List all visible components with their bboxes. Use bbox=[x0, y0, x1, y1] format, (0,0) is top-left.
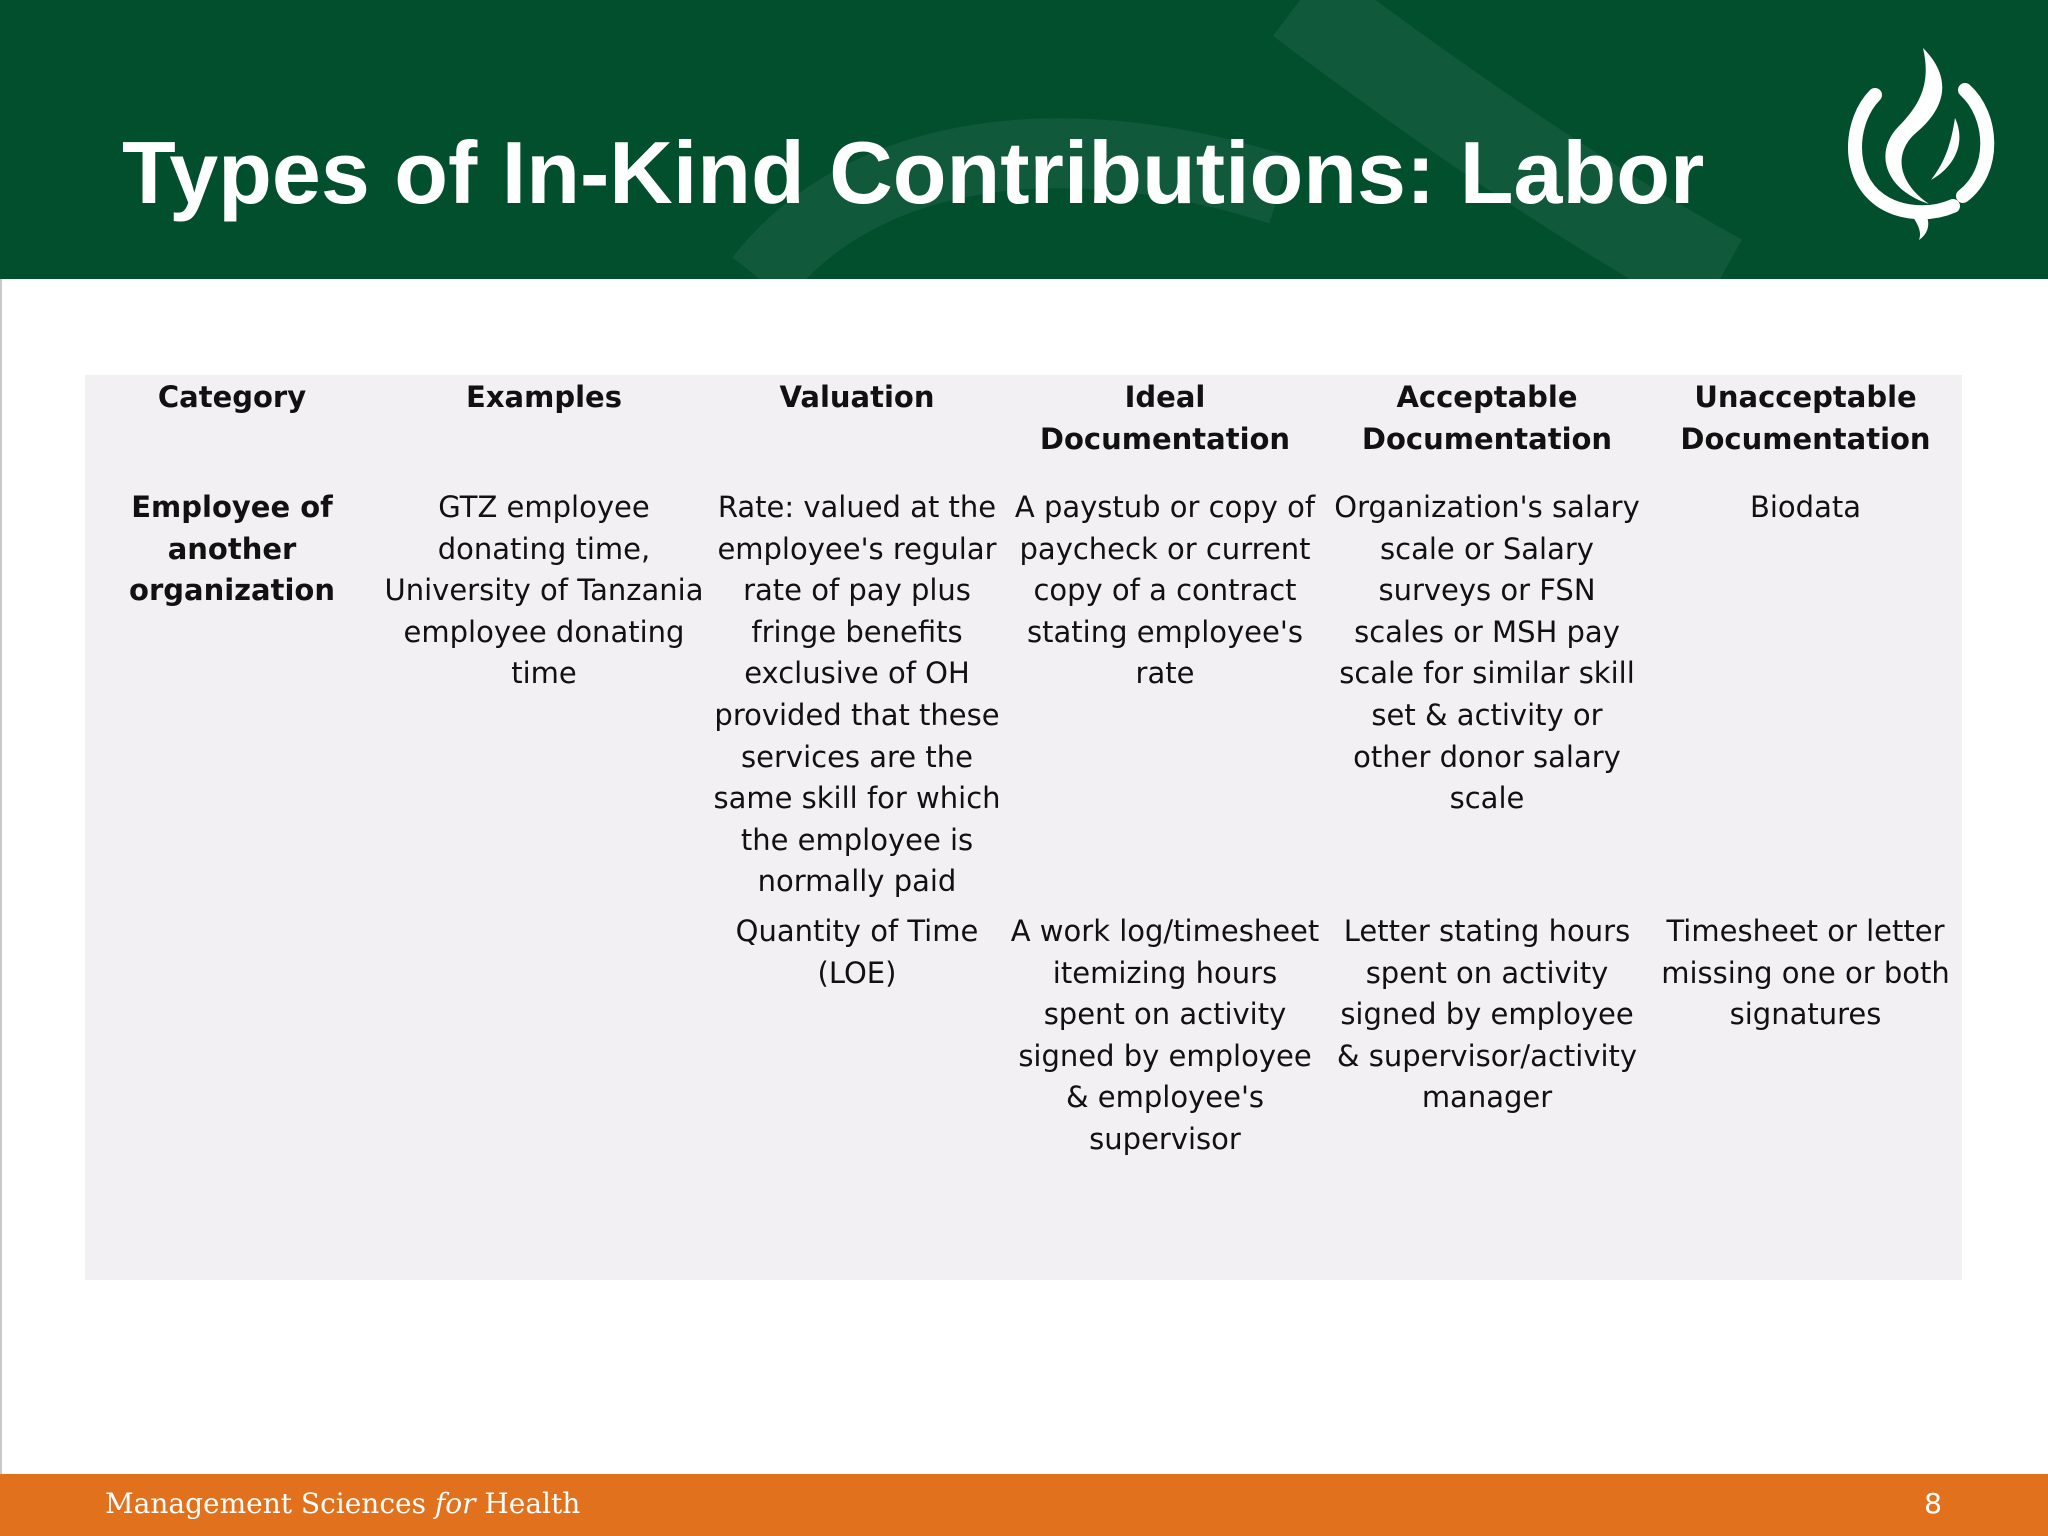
unacceptable-documentation-cell: Timesheet or letter missing one or both signatures bbox=[1661, 913, 1950, 1032]
table-row bbox=[85, 911, 1962, 1161]
left-edge-rule bbox=[0, 279, 2, 1474]
ideal-documentation-cell: A paystub or copy of paycheck or current copy of a contract stating employee's rate bbox=[1014, 490, 1316, 691]
slide-title: Types of In-Kind Contributions: Labor bbox=[122, 123, 1705, 222]
footer-org-for: for bbox=[434, 1487, 476, 1520]
category-cell: Employee of another organization bbox=[129, 490, 335, 608]
table-header-row bbox=[85, 375, 1962, 487]
slide-header bbox=[0, 0, 2048, 279]
acceptable-documentation-cell: Letter stating hours spent on activity signed by employee & supervisor/activity manager bbox=[1336, 913, 1638, 1115]
table-row bbox=[85, 487, 1962, 911]
slide-footer bbox=[0, 1474, 2048, 1536]
ideal-documentation-cell: A work log/timesheet itemizing hours spent on activity signed by employee & employee's supervisor bbox=[1010, 913, 1320, 1156]
valuation-cell: Rate: valued at the employee's regular rate of pay plus fringe benefits exclusive of OH provided that these services are the same skill for which the employee is normally paid bbox=[713, 490, 1001, 899]
examples-cell: GTZ employee donating time, University of Tanzania employee donating time bbox=[384, 490, 704, 691]
footer-organization-name bbox=[105, 1484, 580, 1524]
valuation-cell: Quantity of Time (LOE) bbox=[735, 913, 979, 990]
unacceptable-documentation-cell: Biodata bbox=[1749, 490, 1861, 524]
column-header-examples: Examples bbox=[466, 380, 622, 414]
footer-org-part1: Management Sciences bbox=[105, 1487, 435, 1520]
column-header-category: Category bbox=[157, 380, 307, 414]
footer-org-part2: Health bbox=[475, 1487, 581, 1520]
page-number: 8 bbox=[1924, 1487, 1942, 1520]
column-header-acceptable-documentation: Acceptable Documentation bbox=[1361, 380, 1613, 456]
category-cell bbox=[85, 911, 379, 1161]
in-kind-labor-table bbox=[85, 375, 1962, 1280]
examples-cell bbox=[379, 911, 709, 1161]
column-header-unacceptable-documentation: Unacceptable Documentation bbox=[1680, 380, 1931, 456]
column-header-valuation: Valuation bbox=[779, 380, 935, 414]
acceptable-documentation-cell: Organization's salary scale or Salary surveys or FSN scales or MSH pay scale for similar skill set & activity or other donor salary scale bbox=[1334, 490, 1640, 816]
flame-leaf-icon bbox=[1835, 40, 2005, 240]
column-header-ideal-documentation: Ideal Documentation bbox=[1039, 380, 1291, 456]
